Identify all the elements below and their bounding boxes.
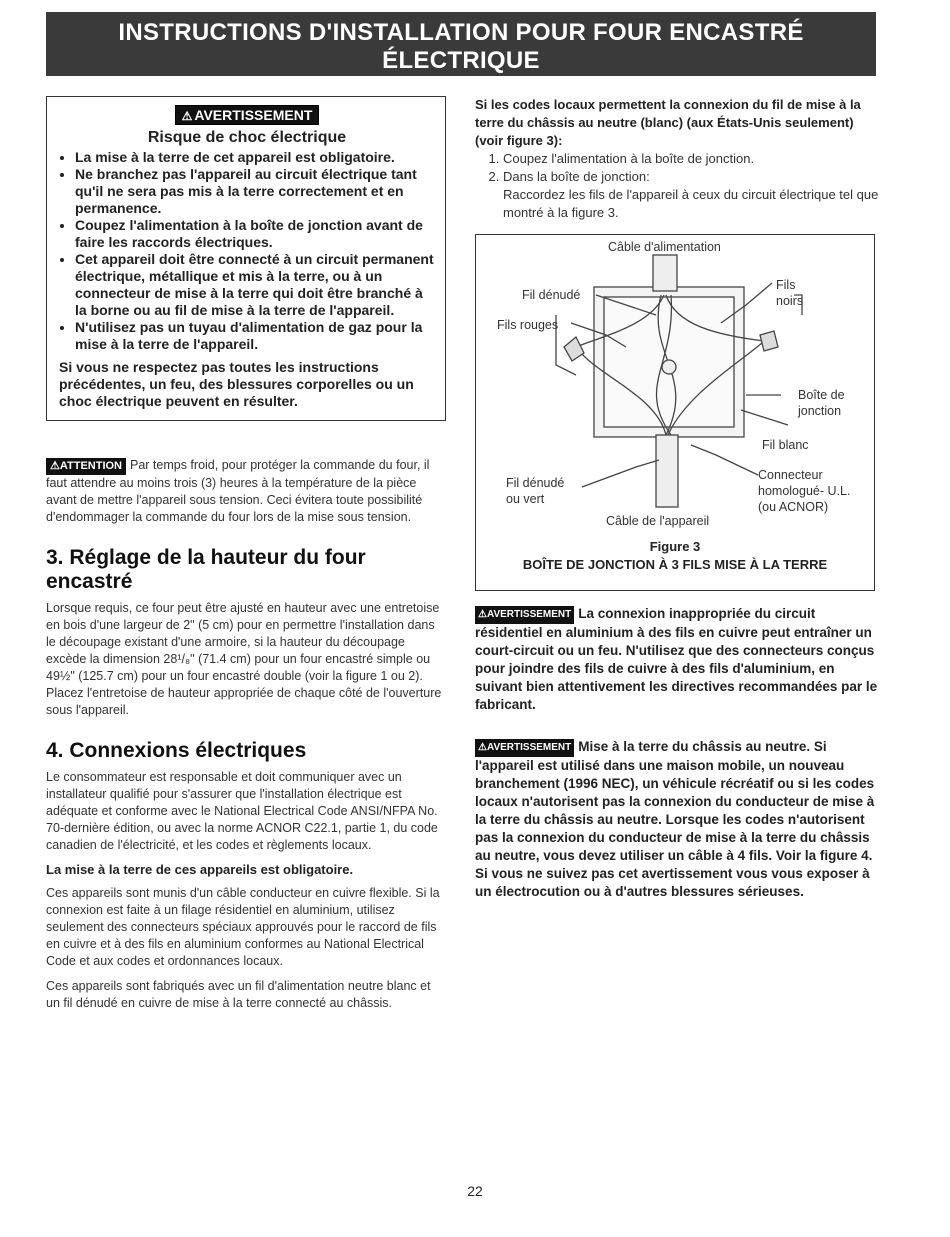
warning-box (46, 96, 446, 421)
attention-text: Par temps froid, pour protéger la commande du four, il faut attendre au moins trois (3) heures à la température de la pièce avant de mettre l'appareil sous tension. Ceci évitera toute possibilité d'endommager la commande du four lors de la mise sous tension. (46, 458, 430, 524)
section4-title: 4. Connexions électriques (46, 739, 307, 762)
label-bare-wire: Fil dénudé (522, 288, 581, 302)
list-item: • Ne branchez pas l'appareil au circuit électrique tant qu'il ne sera pas mis à la terre correctement et en permanence. (75, 166, 435, 217)
list-item: • Coupez l'alimentation à la boîte de jonction avant de faire les raccords électriques. (75, 217, 435, 251)
ground-neutral-warning: ⚠AVERTISSEMENT Mise à la terre du châssis au neutre. Si l'appareil est utilisé dans une maison mobile, un nouveau branchement (1996 NEC), un véhicule récréatif ou si les codes locaux n'autorisent pas la connexion du conducteur de mise à la terre du châssis au neutre. Lorsque les codes n'autorisent pas la connexion du conducteur de mise à la terre du châssis au neutre, vous devez utiliser un câble à 4 fils. Voir la figure 4. Si vous ne suivez pas cet avertissement vous vous exposer à un électrocution ou à d'autres blessures sérieuses. (475, 739, 875, 899)
warning-badge-small: ⚠AVERTISSEMENT (475, 606, 574, 624)
warning-triangle-icon: ⚠ (181, 109, 193, 123)
list-item: • Cet appareil doit être connecté à un circuit permanent électrique, métallique et mis à la terre, ou à un connecteur de mise à la terre qui doit être branché à la borne ou au fil de mise à la terre de l'appareil. (75, 251, 435, 319)
list-item: • La mise à la terre de cet appareil est obligatoire. (75, 149, 435, 166)
list-item: • N'utilisez pas un tuyau d'alimentation de gaz pour la mise à la terre de l'appareil. (75, 319, 435, 353)
right-intro: Si les codes locaux permettent la connexion du fil de mise à la terre du châssis au neutre (blanc) (aux États-Unis seulement) (voir figure 3): (475, 97, 861, 148)
right-column (475, 96, 880, 901)
label-red-wires: Fils rouges (497, 318, 559, 332)
attention-paragraph (46, 457, 446, 526)
label-white-wire: Fil blanc (762, 438, 809, 452)
page-title: INSTRUCTIONS D'INSTALLATION POUR FOUR ENCASTRÉ ÉLECTRIQUE (118, 19, 804, 74)
section4-paragraph-1: Le consommateur est responsable et doit communiquer avec un installateur qualifié pour s'assurer que l'installation électrique est adéquate et conforme avec le National Electrical Code ANSI/NFPA No. 70-dernière édition, ou avec la norme ACNOR C22.1, partie 1, du code canadien de l'électricité, et les codes et règlements locaux. (46, 770, 438, 852)
figure-caption-number: Figure 3 (649, 539, 701, 554)
aluminium-warning: ⚠AVERTISSEMENT La connexion inappropriée du circuit résidentiel en aluminium à des fils en cuivre peut entraîner un court-circuit ou un feu. N'utilisez que des connecteurs conçus pour joindre des fils de cuivre à des fils d'aluminium, en suivant bien attentivement les directives recommandées par le fabricant. (475, 606, 878, 712)
power-cable (653, 255, 677, 291)
warning-list (59, 149, 435, 353)
label-connector: Connecteur homologué- U.L. (ou ACNOR) (758, 468, 851, 514)
step-1: 1. Coupez l'alimentation à la boîte de jonction. (503, 150, 880, 168)
label-appliance-cable: Câble de l'appareil (606, 514, 710, 528)
section3-text: Lorsque requis, ce four peut être ajusté en hauteur avec une entretoise en bois d'une largeur de 2" (5 cm) pour en permettre l'installation dans le découpage existant d'une armoire, si la hauteur du découpage excède la dimension 28¹/₈" (71.4 cm) pour un four encastré simple ou 49½" (125.7 cm) pour un four encastré double (voir la figure 1 ou 2). Placez l'entretoise de hauteur appropriée de chaque côté de l'ouverture sous l'appareil. (46, 601, 442, 717)
warning-note: Si vous ne respectez pas toutes les instructions précédentes, un feu, des blessures corporelles ou un choc électrique peuvent en résulter. (59, 359, 414, 409)
warning-badge: ⚠ AVERTISSEMENT (175, 105, 320, 125)
section3-title: 3. Réglage de la hauteur du four encastré (46, 546, 366, 593)
page-header (46, 12, 876, 96)
section4-bold-note: La mise à la terre de ces appareils est obligatoire. (46, 862, 354, 877)
step-2-detail: Raccordez les fils de l'appareil à ceux du circuit électrique tel que montré à la figure 3. (503, 187, 879, 220)
section4-paragraph-3: Ces appareils sont fabriqués avec un fil d'alimentation neutre blanc et un fil dénudé en cuivre de mise à la terre connecté au châssis. (46, 979, 431, 1010)
label-junction-box: Boîte de jonction (798, 388, 845, 418)
left-column (46, 96, 446, 1012)
step-2: 2. Dans la boîte de jonction: Raccordez les fils de l'appareil à ceux du circuit électrique tel que montré à la figure 3. (503, 168, 880, 222)
steps-list (475, 150, 880, 222)
label-black-wires: Fils noirs (776, 278, 804, 308)
attention-badge: ⚠ATTENTION (46, 458, 126, 475)
label-power-cable: Câble d'alimentation (608, 240, 721, 254)
section4-paragraph-2: Ces appareils sont munis d'un câble conducteur en cuivre flexible. Si la connexion est faite à un filage résidentiel en aluminium, utilisez seulement des connecteurs spéciaux approuvés pour le raccord de fils en cuivre et à des fils en aluminium conformes au National Electrical Code et aux codes et ordonnances locaux. (46, 886, 440, 968)
figure-3 (475, 234, 875, 591)
warning-badge-small: ⚠AVERTISSEMENT (475, 739, 574, 757)
figure-caption-title: BOÎTE DE JONCTION À 3 FILS MISE À LA TERRE (522, 557, 828, 572)
appliance-cable (656, 435, 678, 507)
page-number: 22 (467, 1183, 483, 1199)
warning-title: Risque de choc électrique (147, 129, 347, 146)
page-subtitle: (Combiné à une table de cuisson électrique ou à gaz (en option)) (230, 79, 692, 96)
label-bare-or-green-wire: Fil dénudé ou vert (506, 476, 565, 506)
